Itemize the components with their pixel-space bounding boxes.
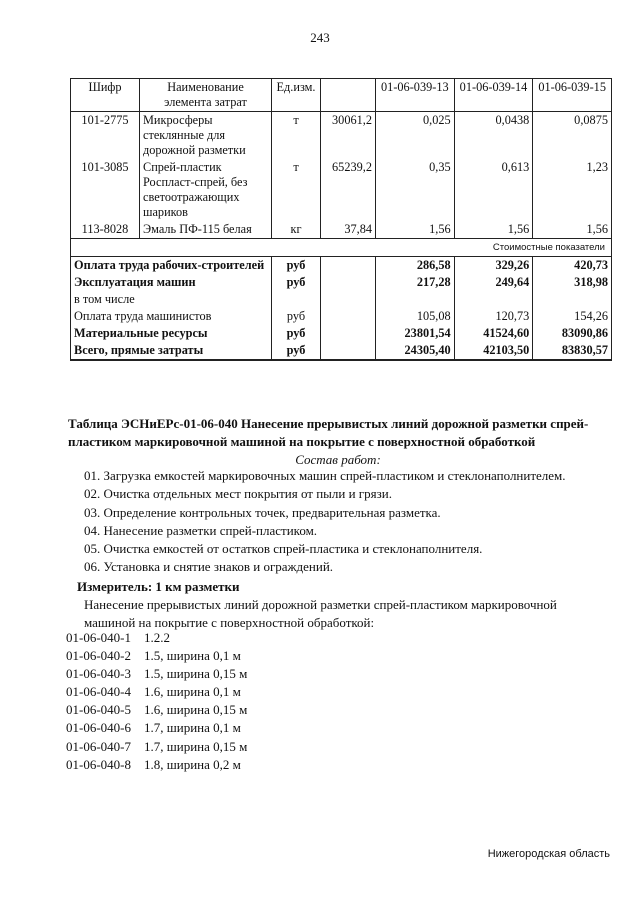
summary-name: Оплата труда машинистов bbox=[71, 308, 272, 325]
summary-value: 105,08 bbox=[376, 308, 455, 325]
section-subtitle: Состав работ: bbox=[295, 452, 381, 467]
summary-name: Всего, прямые затраты bbox=[71, 342, 272, 360]
list-item bbox=[66, 683, 606, 701]
rates-table bbox=[70, 78, 612, 361]
summary-value: 329,26 bbox=[454, 257, 533, 275]
summary-value: 249,64 bbox=[454, 274, 533, 291]
rate-code: 01-06-040-7 bbox=[66, 738, 131, 754]
summary-value: 420,73 bbox=[533, 257, 612, 275]
summary-unit: руб bbox=[272, 325, 321, 342]
summary-name: Материальные ресурсы bbox=[71, 325, 272, 342]
table-row bbox=[71, 112, 612, 160]
resource-price: 65239,2 bbox=[321, 159, 376, 221]
resource-code: 101-3085 bbox=[71, 159, 140, 221]
summary-name: Эксплуатация машин bbox=[71, 274, 272, 291]
table-header-row bbox=[71, 79, 612, 112]
summary-value: 24305,40 bbox=[376, 342, 455, 360]
list-item bbox=[66, 738, 606, 756]
list-item bbox=[66, 719, 606, 737]
summary-value bbox=[376, 291, 455, 308]
operation-item: 05. Очистка емкостей от остатков спрей-пластика и стеклонаполнителя. bbox=[84, 541, 483, 557]
resource-value: 0,0438 bbox=[454, 112, 533, 160]
operation-item: 02. Очистка отдельных мест покрытия от пыли и грязи. bbox=[84, 486, 392, 502]
codes-list bbox=[66, 629, 606, 774]
summary-unit: руб bbox=[272, 342, 321, 360]
summary-price bbox=[321, 274, 376, 291]
operations-list bbox=[68, 467, 608, 577]
summary-value: 318,98 bbox=[533, 274, 612, 291]
summary-price bbox=[321, 291, 376, 308]
summary-value: 286,58 bbox=[376, 257, 455, 275]
operation-item: 06. Установка и снятие знаков и ограждений. bbox=[84, 559, 334, 575]
summary-name: в том числе bbox=[71, 291, 272, 308]
list-item bbox=[66, 647, 606, 665]
resource-value: 1,56 bbox=[454, 221, 533, 239]
summary-value: 83830,57 bbox=[533, 342, 612, 360]
description bbox=[68, 596, 608, 632]
rate-text: 1.2.2 bbox=[144, 630, 170, 645]
summary-row bbox=[71, 342, 612, 360]
table-row bbox=[71, 159, 612, 221]
summary-price bbox=[321, 342, 376, 360]
resource-value: 0,025 bbox=[376, 112, 455, 160]
cost-indicators-row bbox=[71, 239, 612, 257]
page-number: 243 bbox=[310, 30, 330, 45]
summary-row bbox=[71, 291, 612, 308]
list-item bbox=[66, 756, 606, 774]
resource-unit: кг bbox=[272, 221, 321, 239]
summary-row bbox=[71, 325, 612, 342]
section-title: Таблица ЭСНиЕРс-01-06-040 Нанесение прерывистых линий дорожной разметки спрей-пластиком маркировочной машиной на покрытие с поверхностной обработкой bbox=[68, 416, 589, 449]
list-item bbox=[66, 701, 606, 719]
summary-value: 83090,86 bbox=[533, 325, 612, 342]
resource-value: 1,56 bbox=[376, 221, 455, 239]
summary-name: Оплата труда рабочих-строителей bbox=[71, 257, 272, 275]
resource-code: 113-8028 bbox=[71, 221, 140, 239]
operation-item: 01. Загрузка емкостей маркировочных машин спрей-пластиком и стеклонаполнителем. bbox=[84, 468, 566, 483]
header-col-15: 01-06-039-15 bbox=[533, 79, 612, 112]
summary-value bbox=[454, 291, 533, 308]
summary-unit: руб bbox=[272, 274, 321, 291]
summary-unit: руб bbox=[272, 257, 321, 275]
rate-text: 1.8, ширина 0,2 м bbox=[144, 756, 241, 772]
summary-value: 154,26 bbox=[533, 308, 612, 325]
header-unit: Ед.изм. bbox=[272, 79, 321, 112]
summary-unit: руб bbox=[272, 308, 321, 325]
rate-code: 01-06-040-4 bbox=[66, 684, 131, 700]
rate-text: 1.7, ширина 0,1 м bbox=[144, 720, 241, 736]
cost-indicators-label: Стоимостные показатели bbox=[71, 239, 612, 257]
resource-value: 1,56 bbox=[533, 221, 612, 239]
rate-code: 01-06-040-1 bbox=[66, 630, 131, 645]
rate-code: 01-06-040-3 bbox=[66, 666, 131, 682]
rate-text: 1.5, ширина 0,1 м bbox=[144, 648, 241, 664]
rate-text: 1.6, ширина 0,1 м bbox=[144, 684, 241, 700]
rate-text: 1.5, ширина 0,15 м bbox=[144, 666, 248, 682]
description-text: Нанесение прерывистых линий дорожной разметки спрей-пластиком маркировочной машиной на покрытие с поверхностной обработкой: bbox=[84, 597, 557, 630]
rate-code: 01-06-040-8 bbox=[66, 756, 131, 772]
summary-price bbox=[321, 257, 376, 275]
summary-value bbox=[533, 291, 612, 308]
footer-region: Нижегородская область bbox=[487, 848, 610, 860]
rate-code: 01-06-040-2 bbox=[66, 648, 131, 664]
resource-name: Эмаль ПФ-115 белая bbox=[140, 221, 272, 239]
operation-item: 03. Определение контрольных точек, предварительная разметка. bbox=[84, 504, 441, 520]
summary-value: 23801,54 bbox=[376, 325, 455, 342]
summary-row bbox=[71, 274, 612, 291]
list-item bbox=[66, 629, 606, 647]
rate-code: 01-06-040-5 bbox=[66, 702, 131, 718]
header-col-14: 01-06-039-14 bbox=[454, 79, 533, 112]
resource-value: 1,23 bbox=[533, 159, 612, 221]
rate-code: 01-06-040-6 bbox=[66, 720, 131, 736]
operation-item: 04. Нанесение разметки спрей-пластиком. bbox=[84, 522, 318, 538]
meter-label: Измеритель: 1 км разметки bbox=[77, 579, 240, 594]
summary-row bbox=[71, 308, 612, 325]
summary-value: 217,28 bbox=[376, 274, 455, 291]
resource-code: 101-2775 bbox=[71, 112, 140, 160]
summary-unit bbox=[272, 291, 321, 308]
summary-row bbox=[71, 257, 612, 275]
resource-value: 0,35 bbox=[376, 159, 455, 221]
rate-text: 1.6, ширина 0,15 м bbox=[144, 702, 248, 718]
summary-value: 42103,50 bbox=[454, 342, 533, 360]
header-code: Шифр bbox=[71, 79, 140, 112]
list-item bbox=[66, 665, 606, 683]
header-name: Наименование элемента затрат bbox=[140, 79, 272, 112]
summary-value: 41524,60 bbox=[454, 325, 533, 342]
resource-name: Микросферы стеклянные для дорожной разметки bbox=[140, 112, 272, 160]
resource-unit: т bbox=[272, 159, 321, 221]
resource-price: 30061,2 bbox=[321, 112, 376, 160]
resource-price: 37,84 bbox=[321, 221, 376, 239]
resource-value: 0,0875 bbox=[533, 112, 612, 160]
resource-value: 0,613 bbox=[454, 159, 533, 221]
summary-price bbox=[321, 308, 376, 325]
header-price bbox=[321, 79, 376, 112]
resource-unit: т bbox=[272, 112, 321, 160]
summary-price bbox=[321, 325, 376, 342]
summary-value: 120,73 bbox=[454, 308, 533, 325]
header-col-13: 01-06-039-13 bbox=[376, 79, 455, 112]
rate-text: 1.7, ширина 0,15 м bbox=[144, 738, 248, 754]
table-row bbox=[71, 221, 612, 239]
resource-name: Спрей-пластик Роспласт-спрей, без светоотражающих шариков bbox=[140, 159, 272, 221]
